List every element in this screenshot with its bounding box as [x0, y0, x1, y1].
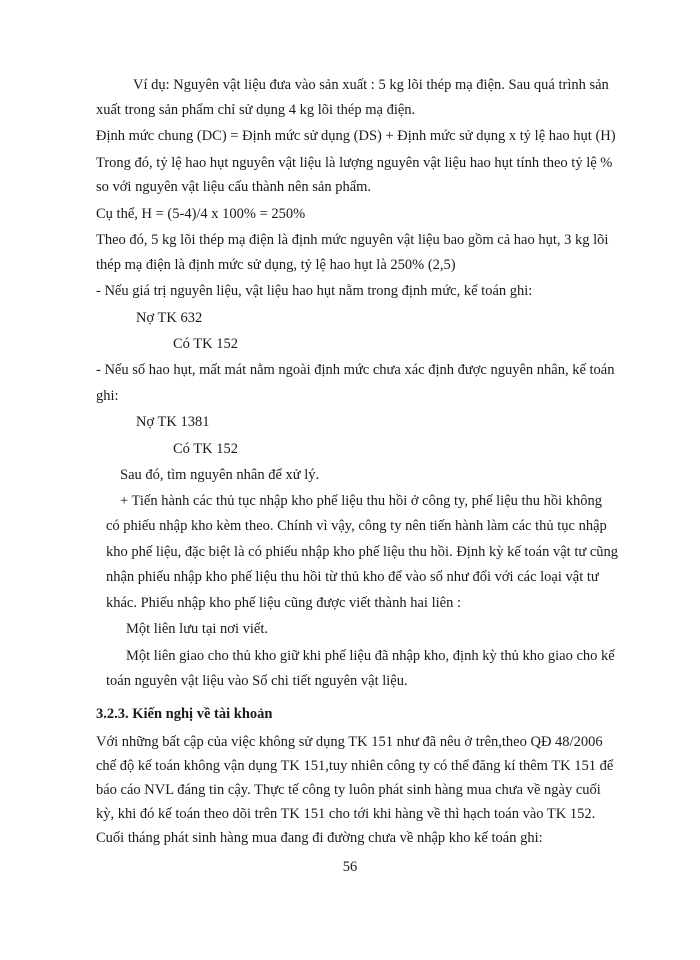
section-heading: 3.2.3. Kiến nghị về tài khoản — [96, 706, 273, 722]
journal-entry-debit: Nợ TK 632 — [136, 310, 203, 326]
text-line: Một liên lưu tại nơi viết. — [126, 621, 268, 637]
text-line: ghi: — [96, 388, 119, 404]
text-line: kho phế liệu, đặc biệt là có phiếu nhập kho phế liệu thu hồi. Định kỳ kế toán vật tư cũng — [106, 544, 619, 560]
text-line: báo cáo NVL đáng tin cậy. Thực tế công ty luôn phát sinh hàng mua chưa về ngày cuối — [96, 782, 601, 798]
text-line: Với những bất cập của việc không sử dụng TK 151 như đã nêu ở trên,theo QĐ 48/2006 — [96, 734, 603, 750]
text-line: so với nguyên vật liệu cấu thành nên sản phẩm. — [96, 179, 372, 195]
text-line: khác. Phiếu nhập kho phế liệu cũng được viết thành hai liên : — [106, 595, 461, 611]
page-number: 56 — [342, 859, 358, 875]
text-line: Cuối tháng phát sinh hàng mua đang đi đường chưa về nhập kho kế toán ghi: — [96, 830, 543, 846]
text-line: Ví dụ: Nguyên vật liệu đưa vào sản xuất : 5 kg lõi thép mạ điện. Sau quá trình sản — [133, 77, 609, 93]
text-line: Định mức chung (DC) = Định mức sử dụng (DS) + Định mức sử dụng x tỷ lệ hao hụt (H) — [96, 128, 616, 144]
text-line: Trong đó, tỷ lệ hao hụt nguyên vật liệu là lượng nguyên vật liệu hao hụt tính theo tỷ lệ % — [96, 155, 613, 171]
journal-entry-debit: Nợ TK 1381 — [136, 414, 210, 430]
text-line: Cụ thể, H = (5-4)/4 x 100% = 250% — [96, 206, 306, 222]
text-line: - Nếu số hao hụt, mất mát nằm ngoài định mức chưa xác định được nguyên nhân, kế toán — [96, 362, 615, 378]
text-line: - Nếu giá trị nguyên liệu, vật liệu hao hụt nằm trong định mức, kế toán ghi: — [96, 283, 533, 299]
text-line: Theo đó, 5 kg lõi thép mạ điện là định mức nguyên vật liệu bao gồm cả hao hụt, 3 kg lõi — [96, 232, 609, 248]
text-line: toán nguyên vật liệu vào Sổ chi tiết nguyên vật liệu. — [106, 673, 408, 689]
text-line: kỳ, khi đó kế toán theo dõi trên TK 151 cho tới khi hàng về thì hạch toán vào TK 152. — [96, 806, 596, 822]
journal-entry-credit: Có TK 152 — [173, 441, 238, 457]
text-line: Một liên giao cho thủ kho giữ khi phế liệu đã nhập kho, định kỳ thủ kho giao cho kế — [126, 648, 615, 664]
text-line: nhận phiếu nhập kho phế liệu thu hồi từ thủ kho để vào sổ như đối với các loại vật tư — [106, 569, 599, 585]
journal-entry-credit: Có TK 152 — [173, 336, 238, 352]
text-line: chế độ kế toán không vận dụng TK 151,tuy nhiên công ty có thể đăng kí thêm TK 151 để — [96, 758, 614, 774]
text-line: xuất trong sản phẩm chỉ sử dụng 4 kg lõi thép mạ điện. — [96, 102, 416, 118]
text-line: Sau đó, tìm nguyên nhân để xử lý. — [120, 467, 320, 483]
text-line: có phiếu nhập kho kèm theo. Chính vì vậy, công ty nên tiến hành làm các thủ tục nhập — [106, 518, 607, 534]
text-line: + Tiến hành các thủ tục nhập kho phế liệu thu hồi ở công ty, phế liệu thu hồi không — [120, 493, 603, 509]
text-line: thép mạ điện là định mức sử dụng, tỷ lệ hao hụt là 250% (2,5) — [96, 257, 456, 273]
